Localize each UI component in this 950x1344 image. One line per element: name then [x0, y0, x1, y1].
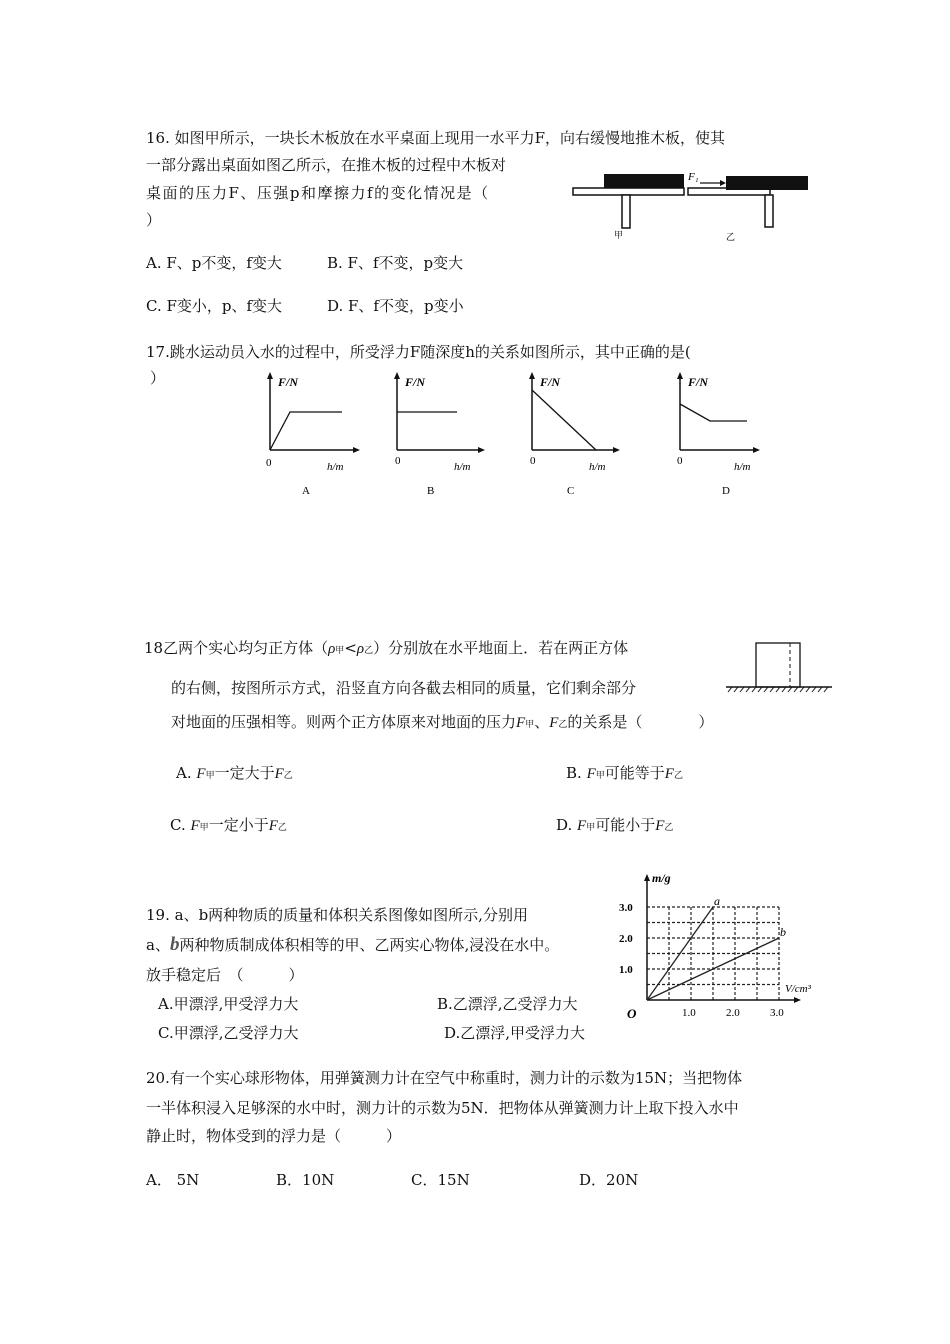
q16-text-line1: 16. 如图甲所示，一块长木板放在水平桌面上现用一水平力F，向右缓慢地推木板，使其 — [146, 129, 726, 147]
q19-chart — [612, 868, 822, 1018]
q17-graphs — [262, 364, 762, 502]
q19-option-d: D.乙漂浮,甲受浮力大 — [444, 1024, 586, 1042]
q19-option-a: A.甲漂浮,甲受浮力大 — [158, 995, 299, 1013]
q16-text-line4: ） — [146, 211, 162, 229]
svg-text:h/m: h/m — [589, 461, 606, 473]
origin-label: O — [627, 1006, 637, 1018]
q20-text-line3: 静止时，物体受到的浮力是（ ） — [146, 1127, 402, 1145]
y-tick-label: 1.0 — [619, 964, 633, 976]
q16-figure — [570, 168, 820, 243]
svg-text:F/N: F/N — [688, 375, 709, 389]
q19-option-c: C.甲漂浮,乙受浮力大 — [158, 1024, 299, 1042]
svg-text:0: 0 — [395, 455, 401, 467]
x-tick-label: 2.0 — [726, 1007, 740, 1018]
cube — [756, 643, 800, 687]
graph-c — [529, 372, 620, 497]
q16-option-d: D. F、f不变，p变小 — [327, 297, 464, 315]
q19-option-b: B.乙漂浮,乙受浮力大 — [437, 995, 578, 1013]
chart-grid — [647, 907, 779, 1000]
q18-text-line1: 18乙两个实心均匀正方体（ρ甲<ρ乙）分别放在水平地面上．若在两正方体 — [144, 639, 629, 657]
svg-text:h/m: h/m — [327, 461, 344, 473]
svg-text:0: 0 — [266, 457, 272, 469]
q16-option-b: B. F、f不变，p变大 — [327, 254, 464, 272]
y-tick-label: 3.0 — [619, 902, 633, 914]
q20-option-b: B．10N — [276, 1171, 335, 1189]
series-label-b: b — [780, 925, 786, 939]
q19-text-line1: 19. a、b两种物质的质量和体积关系图像如图所示,分别用 — [146, 906, 528, 924]
q18-option-a: A. F甲一定大于F乙 — [176, 764, 293, 782]
y-axis-label: m/g — [652, 871, 671, 885]
q16-text-line3: 桌面的压力F、压强p和摩擦力f的变化情况是（ — [146, 184, 490, 202]
q18-option-b: B. F甲可能等于F乙 — [566, 764, 683, 782]
x-tick-label: 3.0 — [770, 1007, 784, 1018]
force-arrowhead — [720, 180, 726, 186]
q16-option-a: A. F、p不变，f变大 — [146, 254, 282, 272]
board-jia — [604, 174, 684, 188]
svg-text:F/N: F/N — [278, 375, 299, 389]
curve-c — [532, 390, 596, 450]
svg-text:0: 0 — [677, 455, 683, 467]
curve-d — [680, 404, 747, 421]
svg-text:C: C — [567, 485, 575, 497]
table-leg-jia — [622, 195, 630, 228]
q18-text-line3: 对地面的压强相等。则两个正方体原来对地面的压力F甲、F乙的关系是（ ） — [171, 713, 714, 731]
series-label-a: a — [714, 894, 720, 908]
graph-d — [677, 372, 760, 497]
q18-option-d: D. F甲可能小于F乙 — [556, 816, 674, 834]
svg-text:F/N: F/N — [405, 375, 426, 389]
svg-text:h/m: h/m — [734, 461, 751, 473]
q17-text-line2: ） — [150, 369, 166, 387]
svg-text:F/N: F/N — [540, 375, 561, 389]
q20-text-line1: 20.有一个实心球形物体，用弹簧测力计在空气中称重时，测力计的示数为15N；当把物体 — [146, 1069, 743, 1087]
q20-option-a: A． 5N — [146, 1171, 200, 1189]
svg-text:D: D — [722, 485, 730, 497]
q20-option-c: C．15N — [411, 1171, 470, 1189]
q20-text-line2: 一半体积浸入足够深的水中时，测力计的示数为5N．把物体从弹簧测力计上取下投入水中 — [146, 1099, 739, 1117]
q19-text-line3: 放手稳定后 （ ） — [146, 966, 304, 984]
svg-text:h/m: h/m — [454, 461, 471, 473]
y-tick-label: 2.0 — [619, 933, 633, 945]
q16-text-line2: 一部分露出桌面如图乙所示，在推木板的过程中木板对 — [146, 156, 507, 174]
graph-b — [394, 372, 485, 497]
q16-option-c: C. F变小，p、f变大 — [146, 297, 283, 315]
curve-a — [270, 412, 342, 450]
y-axis-arrow — [644, 874, 650, 881]
q20-option-d: D．20N — [579, 1171, 639, 1189]
chart-labels — [619, 871, 812, 1018]
figure-label-yi: 乙 — [726, 232, 736, 242]
q19-text-line2: a、b两种物质制成体积相等的甲、乙两实心物体,浸没在水中。 — [146, 934, 560, 955]
table-leg-yi — [765, 195, 773, 227]
force-label: F₁ — [688, 171, 699, 183]
x-axis-arrow — [794, 997, 801, 1003]
q17-text-line1: 17.跳水运动员入水的过程中，所受浮力F随深度h的关系如图所示，其中正确的是( — [146, 343, 691, 361]
q18-option-c: C. F甲一定小于F乙 — [170, 816, 287, 834]
board-yi — [726, 176, 808, 190]
x-tick-label: 1.0 — [682, 1007, 696, 1018]
svg-text:0: 0 — [530, 455, 536, 467]
figure-label-jia: 甲 — [614, 230, 624, 240]
svg-text:A: A — [302, 485, 310, 497]
x-axis-label: V/cm³ — [785, 983, 811, 995]
q18-text-line2: 的右侧，按图所示方式，沿竖直方向各截去相同的质量，它们剩余部分 — [171, 679, 637, 697]
q18-figure — [726, 640, 832, 696]
graph-a — [266, 372, 360, 497]
svg-text:B: B — [427, 485, 435, 497]
table-top-jia — [573, 188, 684, 195]
